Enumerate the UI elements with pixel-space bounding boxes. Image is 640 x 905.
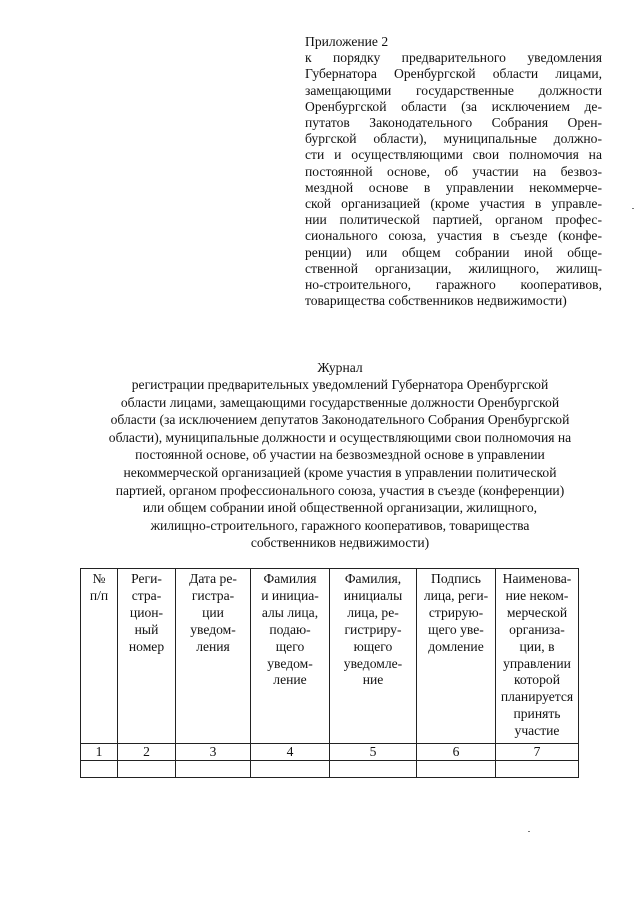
empty-cell	[330, 761, 417, 778]
appendix-line: сти и осуществляющими свои полномочия на	[305, 147, 602, 163]
header-registration-number: Реги- стра- цион- ный номер	[118, 569, 176, 744]
header-organization-name: Наименова- ние неком- мерческой организа- ции, в управлении которой планируется принять участие	[496, 569, 579, 744]
appendix-line: путатов Законодательного Собрания Орен-	[305, 115, 602, 131]
column-number-cell: 3	[176, 744, 251, 761]
empty-cell	[251, 761, 330, 778]
empty-cell	[118, 761, 176, 778]
journal-subtitle-line: или общем собрании иной общественной организации, жилищного,	[142, 500, 538, 516]
appendix-line: постоянной основе, об участии на безвоз-	[305, 163, 602, 179]
scan-speck	[528, 831, 530, 832]
journal-subtitle-line: области лицами, замещающими государственные должности Оренбургской	[120, 394, 560, 410]
journal-table	[80, 568, 579, 778]
header-registrar-name: Фамилия, инициалы лица, ре- гистриру- ющего уведомле- ние	[330, 569, 417, 744]
column-number-cell: 1	[81, 744, 118, 761]
appendix-line: но-строительного, гаражного кооперативов,	[305, 277, 602, 293]
journal-subtitle-line: области (за исключением депутатов Законодательного Собрания Оренбургской	[110, 412, 570, 428]
journal-subtitle-line: собственников недвижимости)	[250, 535, 430, 551]
table-header-row	[81, 569, 579, 744]
appendix-line: сионального союза, участия в съезде (конфе-	[305, 228, 602, 244]
empty-cell	[417, 761, 496, 778]
table-number-row	[81, 744, 579, 761]
appendix-line: к порядку предварительного уведомления	[305, 50, 602, 66]
appendix-line: мездной основе в управлении некоммерче-	[305, 179, 602, 195]
empty-cell	[81, 761, 118, 778]
empty-cell	[176, 761, 251, 778]
header-registration-date: Дата ре- гистра- ции уведом- ления	[176, 569, 251, 744]
journal-subtitle	[80, 376, 600, 552]
appendix-line: нии политической партией, органом профес-	[305, 212, 602, 228]
column-number-cell: 5	[330, 744, 417, 761]
column-number-cell: 2	[118, 744, 176, 761]
appendix-line: товарищества собственников недвижимости)	[305, 293, 567, 309]
journal-subtitle-line: регистрации предварительных уведомлений Губернатора Оренбургской	[131, 377, 549, 392]
journal-subtitle-line: некоммерческой организацией (кроме участия в управлении политической	[123, 464, 557, 480]
column-number-cell: 4	[251, 744, 330, 761]
appendix-line: ственной организации, жилищного, жилищ-	[305, 260, 602, 276]
appendix-line: ской организацией (кроме участия в управле-	[305, 196, 602, 212]
column-number-cell: 6	[417, 744, 496, 761]
header-submitter-name: Фамилия и инициа- алы лица, подаю- щего уведом- ление	[251, 569, 330, 744]
appendix-block	[305, 34, 602, 309]
table-row	[81, 761, 579, 778]
appendix-line: Губернатора Оренбургской области лицами,	[305, 66, 602, 82]
scan-speck	[632, 208, 634, 209]
appendix-line: ренции) или общем собрании иной обще-	[305, 244, 602, 260]
journal-subtitle-line: постоянной основе, об участии на безвозмездной основе в управлении	[135, 447, 545, 463]
empty-cell	[496, 761, 579, 778]
journal-subtitle-line: области), муниципальные должности и осуществляющими свои полномочия на	[108, 429, 572, 445]
header-number: № п/п	[81, 569, 118, 744]
appendix-line: Оренбургской области (за исключением де-	[305, 98, 602, 114]
header-registrar-signature: Подпись лица, реги- стрирую- щего уве- домление	[417, 569, 496, 744]
column-number-cell: 7	[496, 744, 579, 761]
journal-subtitle-line: жилищно-строительного, гаражного кооперативов, товарищества	[150, 517, 530, 533]
journal-subtitle-line: партией, органом профессионального союза, участия в съезде (конференции)	[115, 482, 565, 498]
appendix-line: замещающими государственные должности	[305, 82, 602, 98]
appendix-line: бургской области), муниципальные должно-	[305, 131, 602, 147]
journal-title: Журнал	[317, 360, 363, 375]
appendix-heading: Приложение 2	[305, 34, 389, 49]
